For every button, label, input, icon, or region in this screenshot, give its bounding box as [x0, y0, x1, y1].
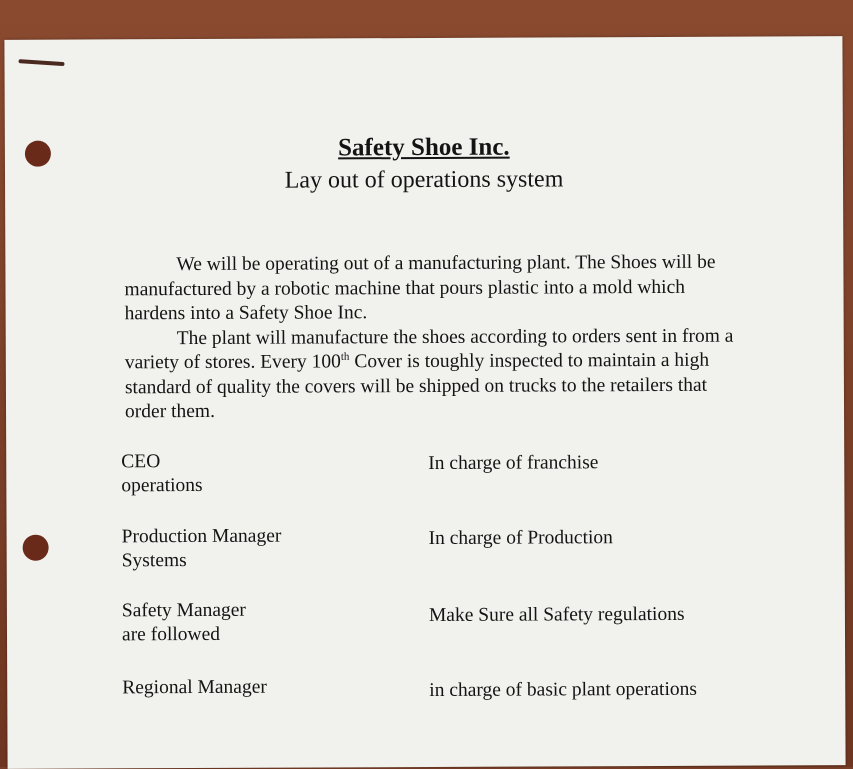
role-subtitle-ceo: operations	[121, 474, 203, 497]
role-duty-ceo: In charge of franchise	[428, 452, 599, 474]
role-title-safety-manager: Safety Manager	[121, 599, 246, 622]
role-subtitle-safety-manager: are followed	[121, 623, 221, 646]
role-duty-regional-manager: in charge of basic plant operations	[429, 678, 697, 701]
paragraph-2-text-a: The plant will manufacture the shoes according to orders sent in from a variety of stores. Every 100	[124, 325, 734, 374]
role-duty-production-manager: In charge of Production	[428, 527, 613, 549]
paragraph-1-text: We will be operating out of a manufacturing plant. The Shoes will be manufactured by a robotic machine that pours plastic into a mold which hardens into a Safety Shoe Inc.	[124, 251, 716, 325]
paragraph-2	[125, 324, 745, 425]
role-duty-safety-manager: Make Sure all Safety regulations	[428, 603, 685, 626]
paragraph-2-text-b: Cover is toughly inspected to maintain a high standard of quality the covers will be shipped on trucks to the retailers that order them.	[124, 349, 710, 423]
document-page	[4, 36, 845, 769]
ink-mark	[18, 59, 64, 66]
role-subtitle-production-manager: Systems	[121, 550, 187, 572]
role-title-production-manager: Production Manager	[121, 525, 282, 548]
ordinal-suffix: th	[340, 350, 350, 363]
document-subtitle: Lay out of operations system	[284, 166, 564, 194]
role-title-ceo: CEO	[121, 451, 161, 473]
punch-hole-bottom	[23, 535, 49, 561]
document-title: Safety Shoe Inc.	[338, 133, 510, 162]
paragraph-1	[124, 251, 744, 327]
role-title-regional-manager: Regional Manager	[122, 676, 267, 699]
document-body	[124, 251, 745, 425]
